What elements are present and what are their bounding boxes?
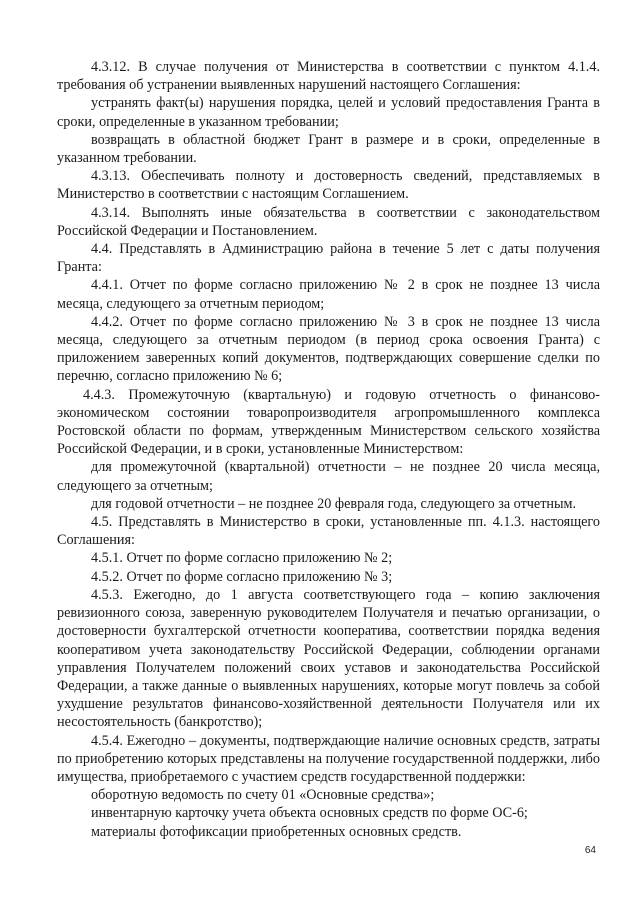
paragraph-inventory-card: инвентарную карточку учета объекта основных средств по форме ОС-6;: [91, 805, 528, 822]
paragraph-4-3-12: 4.3.12. В случае получения от Министерства в соответствии с пунктом 4.1.4. требования об устранении выявленных нарушений настоящего Соглашения:: [57, 59, 600, 94]
page-number: 64: [584, 845, 596, 856]
paragraph-eliminate-violations: устранять факт(ы) нарушения порядка, целей и условий предоставления Гранта в сроки, определенные в указанном требовании;: [57, 95, 600, 130]
paragraph-4-5-2: 4.5.2. Отчет по форме согласно приложению № 3;: [91, 568, 393, 585]
paragraph-4-5-4: 4.5.4. Ежегодно – документы, подтверждающие наличие основных средств, затраты по приобретению которых представлены на получение государственной поддержки, либо имущества, приобретаемого с участием средств государственной поддержки:: [57, 732, 600, 785]
paragraph-4-4-3: 4.4.3. Промежуточную (квартальную) и годовую отчетность о финансово-экономическом состоянии товаропроизводителя агропромышленного комплекса Ростовской области по формам, утвержденным Министерством сельского хозяйства Российской Федерации, и в сроки, установленные Министерством:: [57, 386, 600, 458]
paragraph-4-5-3: 4.5.3. Ежегодно, до 1 августа соответствующего года – копию заключения ревизионного союза, заверенную руководителем Получателя и печатью организации, о достоверности бухгалтерской отчетности кооператива, соответствии порядка ведения кооперативом учета законодательству Российской Федерации, соблюдении органами управления Получателем положений своих уставов и законодательства Российской Федерации, а также данные о выявленных нарушениях, которые могут повлечь за собой ухудшение результатов финансово-хозяйственной деятельности Получателя или их несостоятельность (банкротство);: [57, 586, 600, 731]
paragraph-4-5-1: 4.5.1. Отчет по форме согласно приложению № 2;: [91, 550, 393, 567]
paragraph-quarterly-reporting: для промежуточной (квартальной) отчетности – не позднее 20 числа месяца, следующего за отчетным;: [57, 459, 600, 494]
paragraph-annual-reporting: для годовой отчетности – не позднее 20 февраля года, следующего за отчетным.: [91, 495, 577, 512]
paragraph-turnover-statement: оборотную ведомость по счету 01 «Основные средства»;: [91, 787, 435, 804]
paragraph-return-grant: возвращать в областной бюджет Грант в размере и в сроки, определенные в указанном требовании.: [57, 131, 600, 167]
paragraph-4-3-14: 4.3.14. Выполнять иные обязательства в соответствии с законодательством Российской Федерации и Постановлением.: [57, 204, 600, 239]
paragraph-4-4-1: 4.4.1. Отчет по форме согласно приложению № 2 в срок не позднее 13 числа месяца, следующего за отчетным периодом;: [57, 277, 600, 312]
paragraph-4-4: 4.4. Представлять в Администрацию района в течение 5 лет с даты получения Гранта:: [57, 241, 600, 276]
paragraph-photo-materials: материалы фотофиксации приобретенных основных средств.: [91, 823, 462, 840]
paragraph-4-3-13: 4.3.13. Обеспечивать полноту и достоверность сведений, представляемых в Министерство в соответствии с настоящим Соглашением.: [57, 168, 600, 203]
paragraph-4-5: 4.5. Представлять в Министерство в сроки, установленные пп. 4.1.3. настоящего Соглашения:: [57, 514, 600, 549]
paragraph-4-4-2: 4.4.2. Отчет по форме согласно приложению № 3 в срок не позднее 13 числа месяца, следующего за отчетным периодом (в период срока освоения Гранта) с приложением заверенных копий документов, подтверждающих совершение сделки по перечню, согласно приложению № 6;: [57, 313, 600, 385]
